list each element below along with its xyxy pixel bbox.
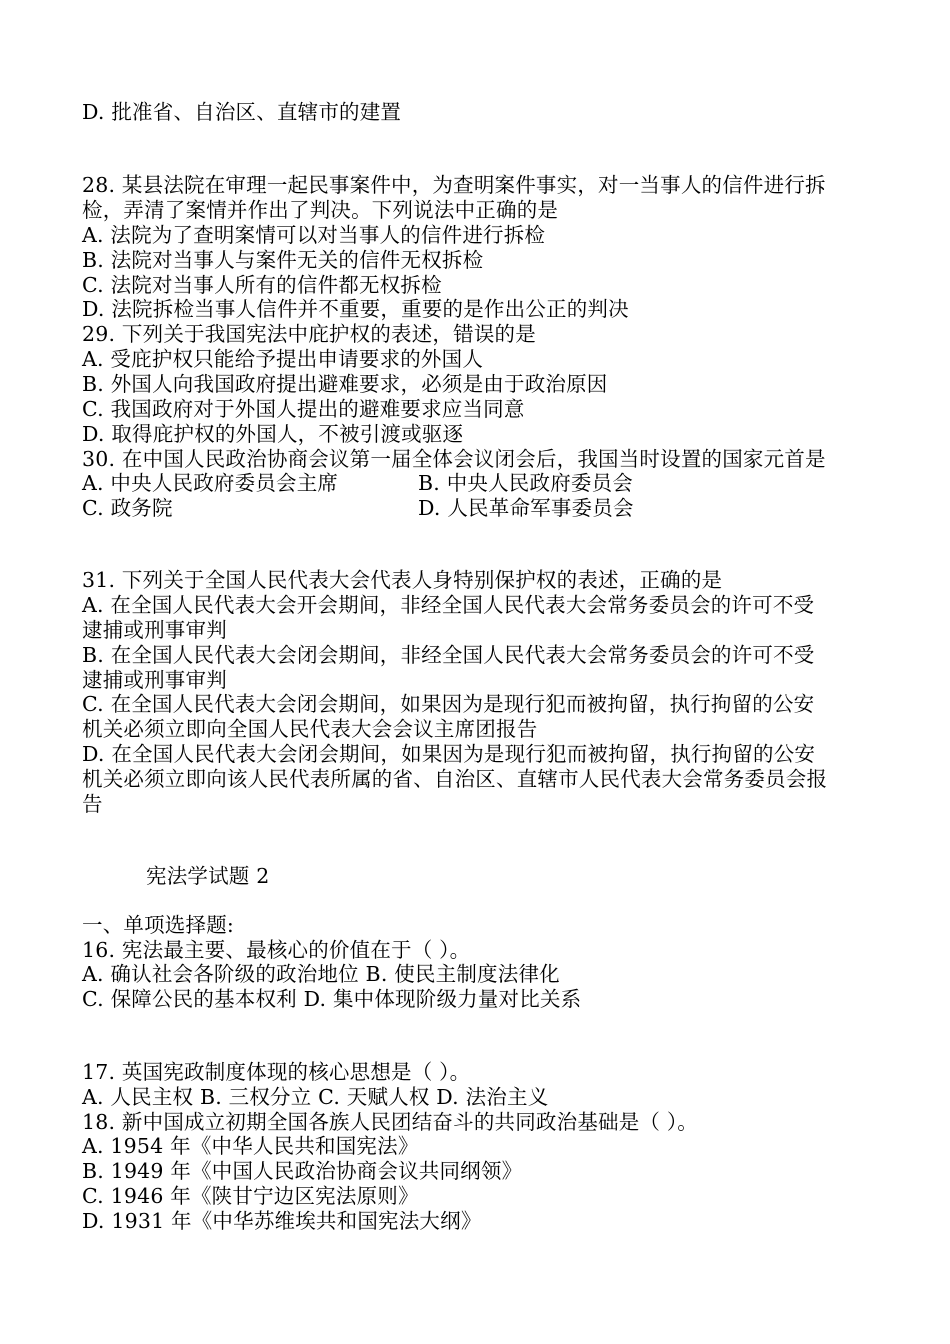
q30-option-c: C. 政务院 [82, 496, 173, 520]
q28-option-a: A. 法院为了查明案情可以对当事人的信件进行拆检 [82, 223, 546, 247]
q27-option-d: D. 批准省、自治区、直辖市的建置 [82, 100, 402, 124]
q31-option-d-line1: D. 在全国人民代表大会闭会期间，如果因为是现行犯而被拘留，执行拘留的公安 [82, 742, 816, 766]
q31-option-d-line3: 告 [82, 792, 103, 816]
q30-option-b: B. 中央人民政府委员会 [418, 471, 633, 495]
q16-options-line1: A. 确认社会各阶级的政治地位 B. 使民主制度法律化 [82, 962, 560, 986]
q29-stem: 29. 下列关于我国宪法中庇护权的表述，错误的是 [82, 322, 536, 346]
q31-stem: 31. 下列关于全国人民代表大会代表人身特别保护权的表述，正确的是 [82, 568, 723, 592]
q30-stem: 30. 在中国人民政治协商会议第一届全体会议闭会后，我国当时设置的国家元首是 [82, 447, 826, 471]
q31-option-d-line2: 机关必须立即向该人民代表所属的省、自治区、直辖市人民代表大会常务委员会报 [82, 767, 828, 791]
q29-option-d: D. 取得庇护权的外国人，不被引渡或驱逐 [82, 422, 464, 446]
q28-stem-line1: 28. 某县法院在审理一起民事案件中，为查明案件事实，对一当事人的信件进行拆 [82, 173, 826, 197]
q28-option-b: B. 法院对当事人与案件无关的信件无权拆检 [82, 248, 484, 272]
q28-option-d: D. 法院拆检当事人信件并不重要，重要的是作出公正的判决 [82, 297, 629, 321]
q29-option-a: A. 受庇护权只能给予提出申请要求的外国人 [82, 347, 484, 371]
q29-option-c: C. 我国政府对于外国人提出的避难要求应当同意 [82, 397, 525, 421]
q17-options: A. 人民主权 B. 三权分立 C. 天赋人权 D. 法治主义 [82, 1085, 549, 1109]
section-title: 宪法学试题 2 [146, 864, 270, 888]
q18-option-a: A. 1954 年《中华人民共和国宪法》 [82, 1134, 419, 1158]
q18-option-c: C. 1946 年《陕甘宁边区宪法原则》 [82, 1184, 419, 1208]
q17-stem: 17. 英国宪政制度体现的核心思想是（ ）。 [82, 1060, 471, 1084]
q31-option-b-line1: B. 在全国人民代表大会闭会期间，非经全国人民代表大会常务委员会的许可不受 [82, 643, 815, 667]
q31-option-a-line2: 逮捕或刑事审判 [82, 618, 227, 642]
q28-stem-line2: 检，弄清了案情并作出了判决。下列说法中正确的是 [82, 198, 559, 222]
q18-option-b: B. 1949 年《中国人民政治协商会议共同纲领》 [82, 1159, 523, 1183]
q16-stem: 16. 宪法最主要、最核心的价值在于（ ）。 [82, 938, 471, 962]
q18-option-d: D. 1931 年《中华苏维埃共和国宪法大纲》 [82, 1209, 482, 1233]
q16-options-line2: C. 保障公民的基本权利 D. 集中体现阶级力量对比关系 [82, 987, 582, 1011]
q30-option-a: A. 中央人民政府委员会主席 [82, 471, 339, 495]
q31-option-a-line1: A. 在全国人民代表大会开会期间，非经全国人民代表大会常务委员会的许可不受 [82, 593, 815, 617]
q28-option-c: C. 法院对当事人所有的信件都无权拆检 [82, 273, 442, 297]
q18-stem: 18. 新中国成立初期全国各族人民团结奋斗的共同政治基础是（ ）。 [82, 1110, 698, 1134]
q29-option-b: B. 外国人向我国政府提出避难要求，必须是由于政治原因 [82, 372, 608, 396]
q30-option-d: D. 人民革命军事委员会 [418, 496, 634, 520]
section-heading: 一、单项选择题: [82, 913, 235, 937]
q31-option-c-line2: 机关必须立即向全国人民代表大会会议主席团报告 [82, 717, 538, 741]
q31-option-b-line2: 逮捕或刑事审判 [82, 668, 227, 692]
q31-option-c-line1: C. 在全国人民代表大会闭会期间，如果因为是现行犯而被拘留，执行拘留的公安 [82, 692, 815, 716]
